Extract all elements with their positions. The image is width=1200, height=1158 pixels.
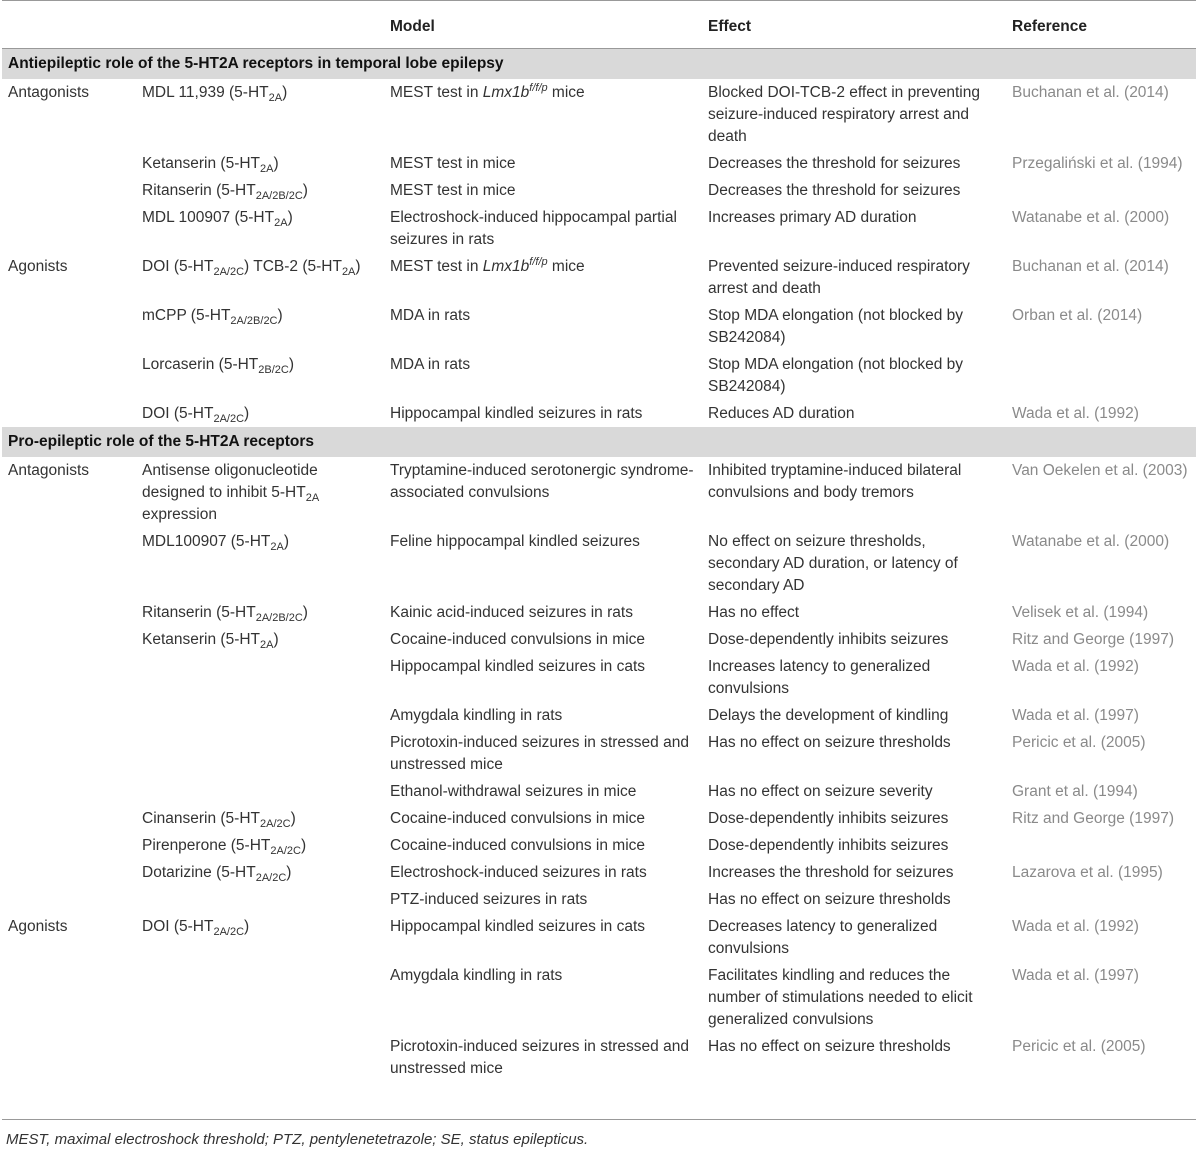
cell-model: Cocaine-induced convulsions in mice xyxy=(390,631,646,648)
cell-class xyxy=(2,729,136,778)
section-row xyxy=(2,427,1196,457)
cell-compound: MDL 11,939 $(5-HT_{2A})$ xyxy=(142,84,288,105)
cell-reference: Grant et al. (1994) xyxy=(1012,783,1138,800)
cell-reference: Wada et al. (1992) xyxy=(1012,658,1139,675)
cell-class xyxy=(2,204,136,253)
cell-compound xyxy=(136,729,384,778)
cell-reference: Pericic et al. (2005) xyxy=(1012,734,1146,751)
cell-class xyxy=(2,805,136,832)
table-footnote: MEST, maximal electroshock threshold; PTZ, pentylenetetrazole; SE, status epilepticus. xyxy=(6,1131,589,1148)
cell-model: MDA in rats xyxy=(390,307,471,324)
table-row xyxy=(2,79,1196,150)
cell-reference: Wada et al. (1992) xyxy=(1012,405,1139,422)
table-row xyxy=(2,729,1196,778)
cell-model: MDA in rats xyxy=(390,356,471,373)
cell-compound xyxy=(136,886,384,913)
table-row xyxy=(2,832,1196,859)
cell-reference xyxy=(1006,886,1196,913)
cell-compound: DOI $(5-HT_{2A/2C})$ xyxy=(142,918,250,939)
table-row xyxy=(2,653,1196,702)
cell-model: Hippocampal kindled seizures in rats xyxy=(390,405,643,422)
cell-reference: Buchanan et al. (2014) xyxy=(1012,84,1169,101)
cell-class xyxy=(2,302,136,351)
cell-class xyxy=(2,400,136,427)
cell-class: Antagonists xyxy=(8,462,89,479)
cell-reference: Wada et al. (1992) xyxy=(1012,918,1139,935)
cell-compound: Cinanserin $(5-HT_{2A/2C})$ xyxy=(142,810,296,831)
cell-effect: No effect on seizure thresholds, secondary AD duration, or latency of secondary AD xyxy=(708,533,958,594)
section-title: Pro-epileptic role of the 5-HT2A receptors xyxy=(2,427,1196,457)
table-row xyxy=(2,302,1196,351)
table-row xyxy=(2,702,1196,729)
cell-class xyxy=(2,528,136,599)
cell-effect: Increases the threshold for seizures xyxy=(708,864,954,881)
cell-class xyxy=(2,653,136,702)
cell-reference: Buchanan et al. (2014) xyxy=(1012,258,1169,275)
cell-model: Tryptamine-induced serotonergic syndrome-associated convulsions xyxy=(390,462,694,501)
table-row xyxy=(2,626,1196,653)
cell-compound: MDL100907 $(5-HT_{2A})$ xyxy=(142,533,289,554)
cell-effect: Decreases latency to generalized convulsions xyxy=(708,918,938,957)
cell-effect: Decreases the threshold for seizures xyxy=(708,182,961,199)
cell-class xyxy=(2,859,136,886)
header-model: Model xyxy=(384,1,702,49)
cell-compound: Ketanserin $(5-HT_{2A})$ xyxy=(142,631,279,652)
cell-effect: Dose-dependently inhibits seizures xyxy=(708,837,949,854)
cell-effect: Has no effect on seizure thresholds xyxy=(708,1038,951,1055)
cell-class xyxy=(2,626,136,653)
cell-effect: Increases latency to generalized convulsions xyxy=(708,658,931,697)
cell-effect: Has no effect on seizure severity xyxy=(708,783,933,800)
cell-effect: Stop MDA elongation (not blocked by SB242084) xyxy=(708,356,964,395)
header-reference: Reference xyxy=(1006,1,1196,49)
table-row xyxy=(2,805,1196,832)
cell-effect: Delays the development of kindling xyxy=(708,707,949,724)
table-row xyxy=(2,457,1196,528)
cell-reference: Ritz and George (1997) xyxy=(1012,631,1174,648)
cell-effect: Blocked DOI-TCB-2 effect in preventing seizure-induced respiratory arrest and death xyxy=(708,84,980,145)
cell-model: MEST test in $Lmx1b^{f/f/p}$ mice xyxy=(390,255,585,275)
header-compound xyxy=(136,1,384,49)
cell-reference: Watanabe et al. (2000) xyxy=(1012,209,1170,226)
cell-effect: Stop MDA elongation (not blocked by SB242084) xyxy=(708,307,964,346)
cell-model: Hippocampal kindled seizures in cats xyxy=(390,658,646,675)
cell-effect: Dose-dependently inhibits seizures xyxy=(708,631,949,648)
table-row xyxy=(2,962,1196,1033)
table-row xyxy=(2,599,1196,626)
cell-reference xyxy=(1006,177,1196,204)
cell-reference: Watanabe et al. (2000) xyxy=(1012,533,1170,550)
cell-effect: Has no effect on seizure thresholds xyxy=(708,734,951,751)
cell-effect: Has no effect on seizure thresholds xyxy=(708,891,951,908)
cell-compound: Pirenperone $(5-HT_{2A/2C})$ xyxy=(142,837,307,858)
cell-effect: Prevented seizure-induced respiratory arrest and death xyxy=(708,258,970,297)
cell-class: Agonists xyxy=(8,918,68,935)
cell-effect: Reduces AD duration xyxy=(708,405,855,422)
table-row xyxy=(2,778,1196,805)
cell-compound: Ritanserin $(5-HT_{2A/2B/2C})$ xyxy=(142,182,308,203)
table-header xyxy=(2,1,1196,49)
cell-model: MEST test in mice xyxy=(390,182,516,199)
cell-compound: MDL 100907 $(5-HT_{2A})$ xyxy=(142,209,293,230)
cell-model: Hippocampal kindled seizures in cats xyxy=(390,918,646,935)
cell-class xyxy=(2,351,136,400)
cell-model: Cocaine-induced convulsions in mice xyxy=(390,837,646,854)
cell-reference: Wada et al. (1997) xyxy=(1012,967,1139,984)
cell-compound: Antisense oligonucleotide designed to inhibit $5-HT_{2A}$ expression xyxy=(142,462,320,523)
table-row xyxy=(2,150,1196,177)
cell-class xyxy=(2,832,136,859)
cell-compound: mCPP $(5-HT_{2A/2B/2C})$ xyxy=(142,307,283,328)
cell-reference: Przegaliński et al. (1994) xyxy=(1012,155,1183,172)
cell-class: Agonists xyxy=(8,258,68,275)
cell-effect: Facilitates kindling and reduces the number of stimulations needed to elicit generalized convulsions xyxy=(708,967,973,1028)
cell-reference: Lazarova et al. (1995) xyxy=(1012,864,1163,881)
cell-class xyxy=(2,177,136,204)
cell-reference: Ritz and George (1997) xyxy=(1012,810,1174,827)
table-row xyxy=(2,351,1196,400)
cell-reference xyxy=(1006,832,1196,859)
cell-compound: DOI $(5-HT_{2A/2C})$ TCB-2 $(5-HT_{2A})$ xyxy=(142,258,361,279)
cell-compound xyxy=(136,1033,384,1082)
cell-compound xyxy=(136,778,384,805)
cell-model: Ethanol-withdrawal seizures in mice xyxy=(390,783,637,800)
cell-class xyxy=(2,599,136,626)
cell-reference xyxy=(1006,351,1196,400)
cell-model: Feline hippocampal kindled seizures xyxy=(390,533,640,550)
table-row xyxy=(2,1033,1196,1082)
cell-model: Picrotoxin-induced seizures in stressed and unstressed mice xyxy=(390,1038,689,1077)
header-class xyxy=(2,1,136,49)
receptor-table xyxy=(2,0,1196,1082)
cell-model: Electroshock-induced hippocampal partial seizures in rats xyxy=(390,209,677,248)
cell-model: Kainic acid-induced seizures in rats xyxy=(390,604,633,621)
header-effect: Effect xyxy=(702,1,1006,49)
cell-model: Amygdala kindling in rats xyxy=(390,967,563,984)
table-row xyxy=(2,859,1196,886)
header-row xyxy=(2,1,1196,49)
cell-reference: Wada et al. (1997) xyxy=(1012,707,1139,724)
cell-model: MEST test in mice xyxy=(390,155,516,172)
cell-compound xyxy=(136,653,384,702)
cell-compound: Dotarizine $(5-HT_{2A/2C})$ xyxy=(142,864,292,885)
cell-class: Antagonists xyxy=(8,84,89,101)
cell-compound: Ketanserin $(5-HT_{2A})$ xyxy=(142,155,279,176)
table-row xyxy=(2,528,1196,599)
cell-effect: Inhibited tryptamine-induced bilateral convulsions and body tremors xyxy=(708,462,962,501)
cell-effect: Increases primary AD duration xyxy=(708,209,917,226)
cell-model: MEST test in $Lmx1b^{f/f/p}$ mice xyxy=(390,81,585,101)
cell-reference: Orban et al. (2014) xyxy=(1012,307,1143,324)
cell-compound xyxy=(136,962,384,1033)
table-row xyxy=(2,913,1196,962)
table-row xyxy=(2,253,1196,302)
cell-class xyxy=(2,702,136,729)
cell-model: Electroshock-induced seizures in rats xyxy=(390,864,647,881)
cell-model: Cocaine-induced convulsions in mice xyxy=(390,810,646,827)
cell-effect: Decreases the threshold for seizures xyxy=(708,155,961,172)
cell-class xyxy=(2,1033,136,1082)
cell-class xyxy=(2,778,136,805)
cell-model: PTZ-induced seizures in rats xyxy=(390,891,588,908)
section-row xyxy=(2,49,1196,80)
cell-reference: Pericic et al. (2005) xyxy=(1012,1038,1146,1055)
table-bottom-rule xyxy=(2,1119,1196,1120)
table-row xyxy=(2,886,1196,913)
cell-reference: Velisek et al. (1994) xyxy=(1012,604,1149,621)
cell-compound: Ritanserin $(5-HT_{2A/2B/2C})$ xyxy=(142,604,308,625)
cell-reference: Van Oekelen et al. (2003) xyxy=(1012,462,1188,479)
cell-compound: Lorcaserin $(5-HT_{2B/2C})$ xyxy=(142,356,295,377)
cell-compound: DOI $(5-HT_{2A/2C})$ xyxy=(142,405,250,426)
cell-class xyxy=(2,962,136,1033)
cell-effect: Has no effect xyxy=(708,604,800,621)
cell-compound xyxy=(136,702,384,729)
cell-class xyxy=(2,150,136,177)
table-body xyxy=(2,49,1196,1083)
cell-effect: Dose-dependently inhibits seizures xyxy=(708,810,949,827)
table-row xyxy=(2,400,1196,427)
table-row xyxy=(2,204,1196,253)
cell-model: Amygdala kindling in rats xyxy=(390,707,563,724)
section-title: Antiepileptic role of the 5-HT2A receptors in temporal lobe epilepsy xyxy=(2,49,1196,80)
cell-class xyxy=(2,886,136,913)
table-row xyxy=(2,177,1196,204)
cell-model: Picrotoxin-induced seizures in stressed and unstressed mice xyxy=(390,734,689,773)
